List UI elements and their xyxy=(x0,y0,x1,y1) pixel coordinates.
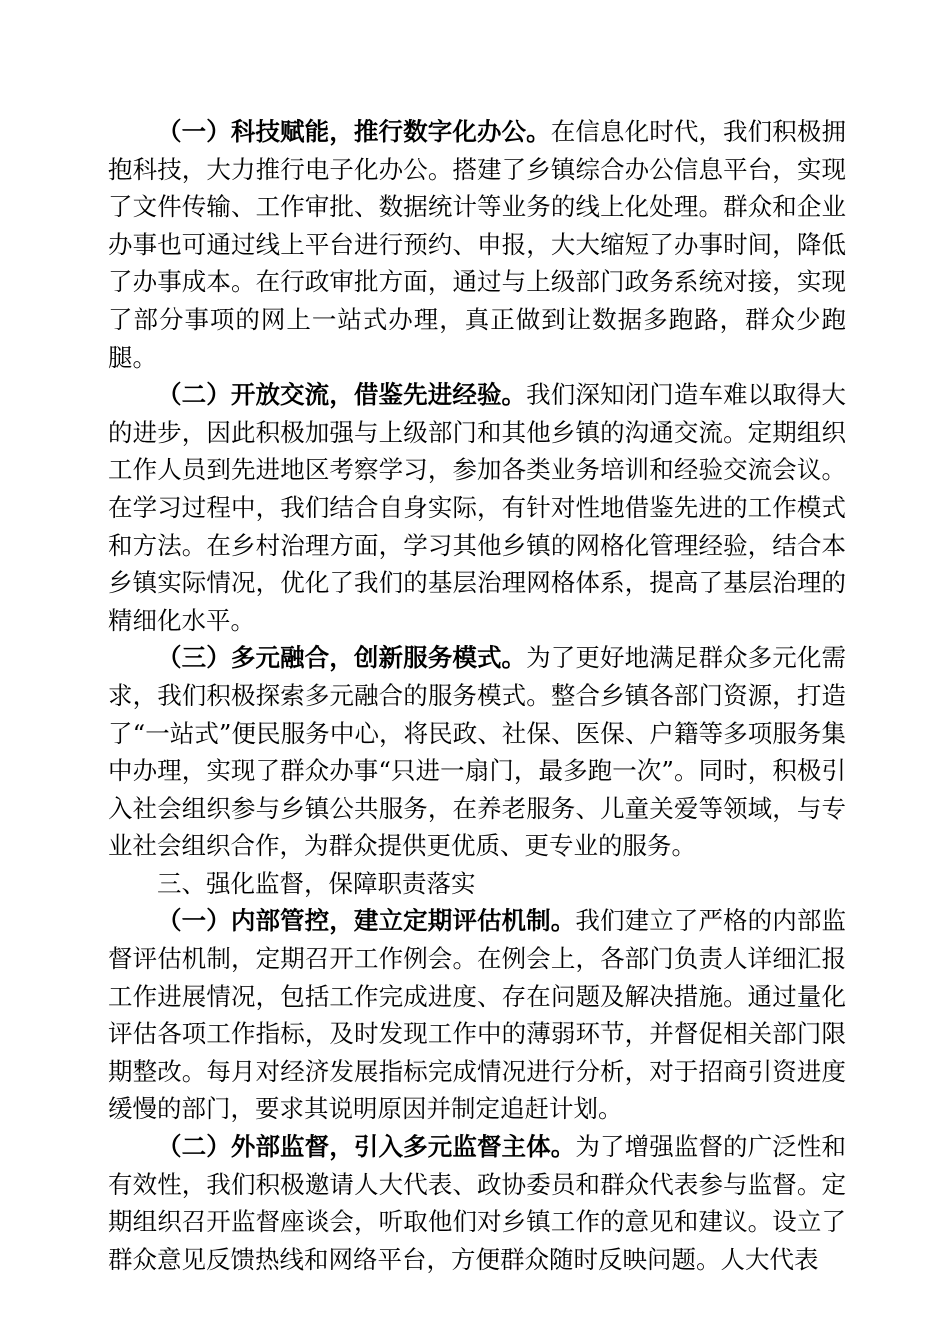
paragraph-external-supervision xyxy=(108,1128,846,1278)
paragraph-lead: （二）外部监督，引入多元监督主体。 xyxy=(157,1132,576,1162)
paragraph-lead: （二）开放交流，借鉴先进经验。 xyxy=(157,380,527,410)
paragraph-lead: （一）内部管控，建立定期评估机制。 xyxy=(157,906,576,936)
section-heading: 三、强化监督，保障职责落实 xyxy=(157,868,476,898)
document-page xyxy=(108,113,846,1278)
paragraph-body: 为了增强监督的广泛性和有效性，我们积极邀请人大代表、政协委员和群众代表参与监督。定期组织召开监督座谈会，听取他们对乡镇工作的意见和建议。设立了群众意见反馈热线和网络平台，方便群众随时反映问题。人大代表 xyxy=(108,1132,847,1274)
paragraph-body: 为了更好地满足群众多元化需求，我们积极探索多元融合的服务模式。整合乡镇各部门资源，打造了“一站式”便民服务中心，将民政、社保、医保、户籍等多项服务集中办理，实现了群众办事“只进一扇门，最多跑一次”。同时，积极引入社会组织参与乡镇公共服务，在养老服务、儿童关爱等领域，与专业社会组织合作，为群众提供更优质、更专业的服务。 xyxy=(108,643,847,861)
paragraph-body: 在信息化时代，我们积极拥抱科技，大力推行电子化办公。搭建了乡镇综合办公信息平台，实现了文件传输、工作审批、数据统计等业务的线上化处理。群众和企业办事也可通过线上平台进行预约、申报，大大缩短了办事时间，降低了办事成本。在行政审批方面，通过与上级部门政务系统对接，实现了部分事项的网上一站式办理，真正做到让数据多跑路，群众少跑腿。 xyxy=(108,117,847,372)
paragraph-body: 我们建立了严格的内部监督评估机制，定期召开工作例会。在例会上，各部门负责人详细汇报工作进展情况，包括工作完成进度、存在问题及解决措施。通过量化评估各项工作指标，及时发现工作中的薄弱环节，并督促相关部门限期整改。每月对经济发展指标完成情况进行分析，对于招商引资进度缓慢的部门，要求其说明原因并制定追赶计划。 xyxy=(108,906,847,1124)
paragraph-body: 我们深知闭门造车难以取得大的进步，因此积极加强与上级部门和其他乡镇的沟通交流。定期组织工作人员到先进地区考察学习，参加各类业务培训和经验交流会议。在学习过程中，我们结合自身实际，有针对性地借鉴先进的工作模式和方法。在乡村治理方面，学习其他乡镇的网格化管理经验，结合本乡镇实际情况，优化了我们的基层治理网格体系，提高了基层治理的精细化水平。 xyxy=(108,380,847,635)
paragraph-lead: （一）科技赋能，推行数字化办公。 xyxy=(157,117,551,146)
paragraph-open-exchange xyxy=(108,376,846,639)
paragraph-internal-control xyxy=(108,902,846,1128)
paragraph-service-model xyxy=(108,639,846,865)
paragraph-lead: （三）多元融合，创新服务模式。 xyxy=(157,643,527,673)
paragraph-tech-empowerment xyxy=(108,113,846,376)
